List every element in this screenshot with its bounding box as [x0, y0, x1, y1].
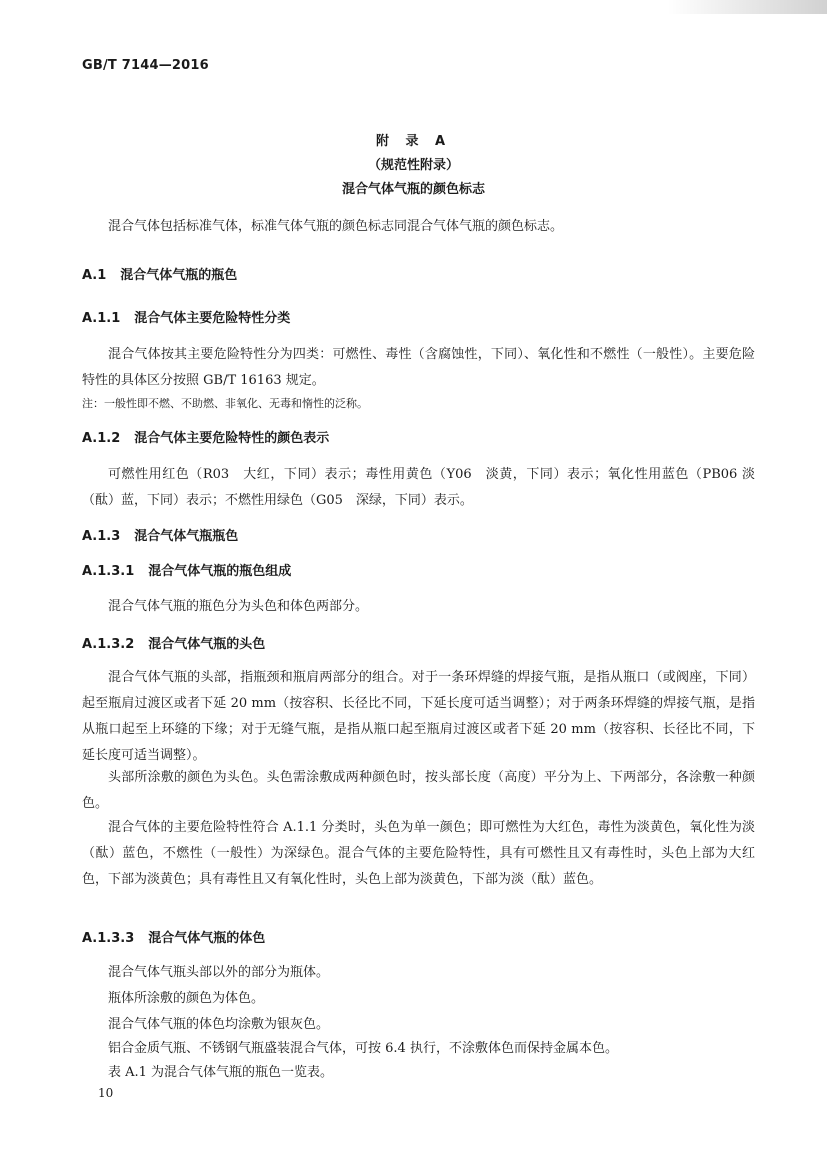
- section-title: 混合气体气瓶的体色: [148, 931, 266, 946]
- section-number: A.1.3: [82, 529, 121, 544]
- appendix-subtitle: （规范性附录）: [367, 158, 459, 173]
- section-a132-paragraph-2: 头部所涂敷的颜色为头色。头色需涂敷成两种颜色时，按头部长度（高度）平分为上、下两部分，各涂敷一种颜色。: [82, 770, 755, 811]
- section-a132-heading: [82, 635, 265, 655]
- page-number: 10: [98, 1086, 114, 1100]
- standard-code: GB/T 7144—2016: [82, 58, 209, 73]
- section-a12-paragraph: 可燃性用红色（R03 大红，下同）表示；毒性用黄色（Y06 淡黄，下同）表示；氧化性用蓝色（PB06 淡（酞）蓝，下同）表示；不燃性用绿色（G05 深绿，下同）表示。: [82, 467, 755, 508]
- section-a133-line-4: 铝合金质气瓶、不锈钢气瓶盛装混合气体，可按 6.4 执行，不涂敷体色而保持金属本色。: [108, 1041, 618, 1056]
- section-a133-line-1: 混合气体气瓶头部以外的部分为瓶体。: [108, 965, 330, 980]
- intro-paragraph: 混合气体包括标准气体，标准气体气瓶的颜色标志同混合气体气瓶的颜色标志。: [108, 219, 564, 234]
- section-number: A.1.3.2: [82, 637, 135, 652]
- section-a131-heading: [82, 562, 291, 582]
- section-a133-line-3: 混合气体气瓶的体色均涂敷为银灰色。: [108, 1017, 330, 1032]
- section-number: A.1: [82, 268, 107, 283]
- section-number: A.1.3.3: [82, 931, 135, 946]
- section-a11-heading: [82, 309, 290, 329]
- section-title: 混合气体气瓶的瓶色组成: [148, 564, 292, 579]
- section-title: 混合气体气瓶的瓶色: [120, 268, 238, 283]
- section-a13-heading: [82, 527, 238, 547]
- page-edge-shadow: [667, 0, 827, 14]
- section-a11-paragraph: 混合气体按其主要危险特性分为四类：可燃性、毒性（含腐蚀性，下同）、氧化性和不燃性（一般性）。主要危险特性的具体区分按照 GB/T 16163 规定。: [82, 347, 755, 388]
- section-title: 混合气体主要危险特性的颜色表示: [134, 431, 330, 446]
- section-number: A.1.1: [82, 311, 121, 326]
- section-a12-heading: [82, 429, 329, 449]
- section-a11-note: 注：一般性即不燃、不助燃、非氧化、无毒和惰性的泛称。: [82, 397, 368, 410]
- appendix-title-block: [0, 130, 827, 202]
- section-a132-paragraph-1: 混合气体气瓶的头部，指瓶颈和瓶肩两部分的组合。对于一条环焊缝的焊接气瓶，是指从瓶口（或阀座，下同）起至瓶肩过渡区或者下延 20 mm（按容积、长径比不同，下延长度可适当调整）；对于两条环焊缝的焊接气瓶，是指从瓶口起至上环缝的下缘；对于无缝气瓶，是指从瓶口起至瓶肩过渡区或者下延 20 mm（按容积、长径比不同，下延长度可适当调整）。: [82, 670, 755, 763]
- section-number: A.1.2: [82, 431, 121, 446]
- appendix-title: 附 录 A: [375, 134, 452, 149]
- section-a133-line-2: 瓶体所涂敷的颜色为体色。: [108, 991, 265, 1006]
- section-a133-heading: [82, 929, 265, 949]
- section-a132-paragraph-3: 混合气体的主要危险特性符合 A.1.1 分类时，头色为单一颜色；即可燃性为大红色，毒性为淡黄色，氧化性为淡（酞）蓝色，不燃性（一般性）为深绿色。混合气体的主要危险特性，具有可燃性且又有毒性时，头色上部为大红色，下部为淡黄色；具有毒性且又有氧化性时，头色上部为淡黄色，下部为淡（酞）蓝色。: [82, 820, 755, 887]
- section-number: A.1.3.1: [82, 564, 135, 579]
- appendix-heading: 混合气体气瓶的颜色标志: [341, 182, 485, 197]
- section-title: 混合气体气瓶瓶色: [134, 529, 239, 544]
- section-a131-paragraph: 混合气体气瓶的瓶色分为头色和体色两部分。: [108, 599, 369, 614]
- section-title: 混合气体主要危险特性分类: [134, 311, 291, 326]
- section-a1-heading: [82, 266, 237, 286]
- section-title: 混合气体气瓶的头色: [148, 637, 266, 652]
- section-a133-line-5: 表 A.1 为混合气体气瓶的瓶色一览表。: [108, 1065, 334, 1080]
